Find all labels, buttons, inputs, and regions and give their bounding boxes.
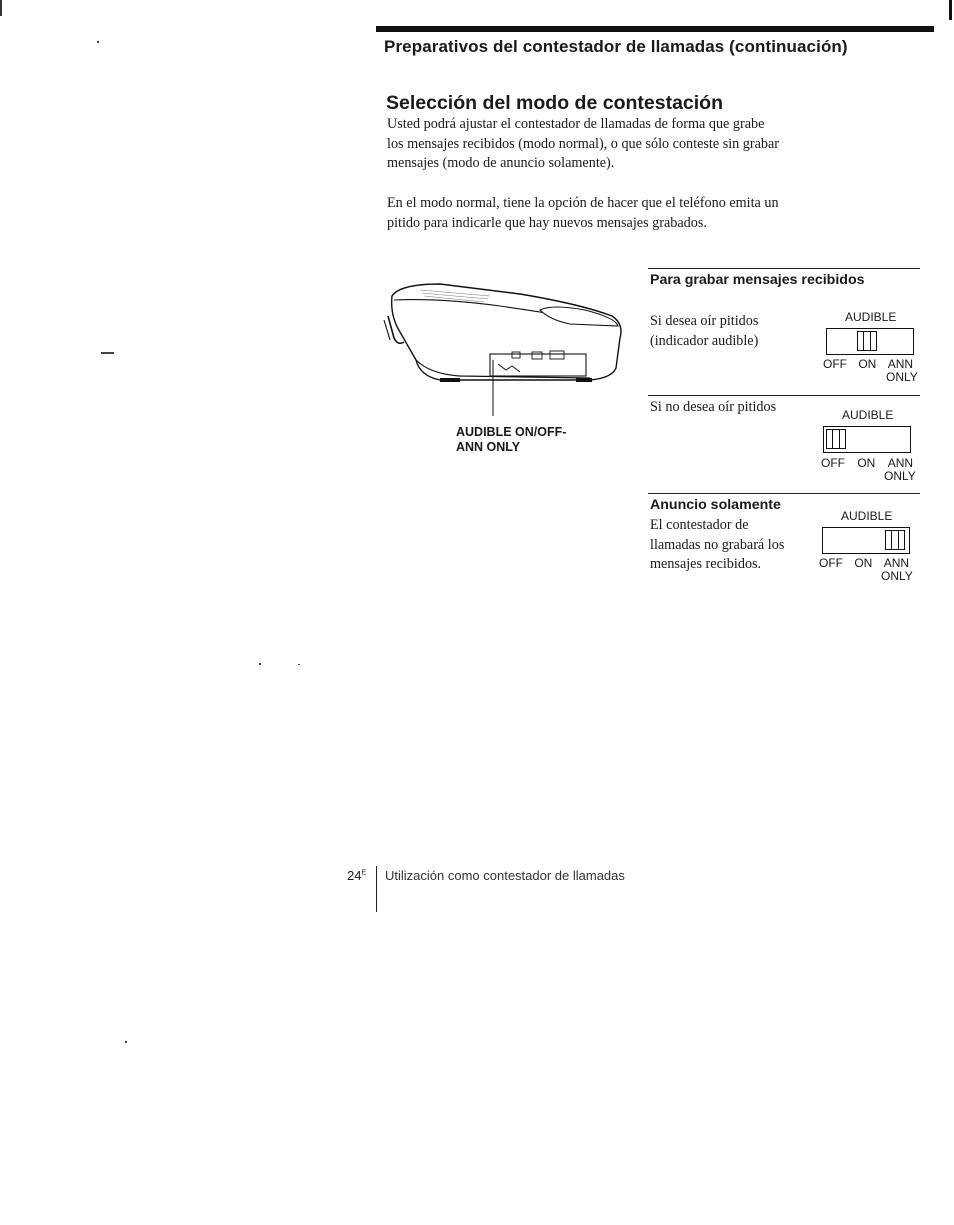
position-on: ON: [857, 456, 876, 470]
intro-line: Usted podrá ajustar el contestador de llamadas de forma que grabe: [387, 116, 765, 132]
case-line: mensajes recibidos.: [650, 556, 762, 572]
position-on: ON: [858, 357, 877, 371]
header-rule: [376, 26, 934, 32]
record-heading: Para grabar mensajes recibidos: [650, 272, 865, 288]
position-only: ONLY: [881, 569, 913, 583]
switch-label: AUDIBLE: [842, 408, 894, 422]
switch-knob: [857, 331, 877, 351]
audible-switch-off: [823, 426, 911, 453]
section-title: Selección del modo de contestación: [386, 92, 723, 114]
callout-line: ANN ONLY: [456, 440, 521, 454]
audible-case-text: [650, 312, 758, 351]
case-line: Si no desea oír pitidos: [650, 399, 777, 415]
case-line: (indicador audible): [650, 332, 759, 349]
position-ann: ANN: [887, 357, 914, 371]
announce-case-text: [650, 516, 784, 575]
case-divider: [648, 395, 920, 396]
case-line: Si desea oír pitidos: [650, 313, 759, 329]
scan-speck: [101, 352, 114, 354]
position-ann: ANN: [883, 556, 910, 570]
footer-divider: [376, 866, 377, 912]
scan-speck: [259, 663, 261, 665]
record-heading-rule: [648, 268, 920, 269]
page-language-suffix: E: [361, 869, 367, 877]
position-on: ON: [854, 556, 873, 570]
page-number: [347, 868, 366, 883]
scan-edge-mark-right: [949, 0, 952, 20]
switch-label: AUDIBLE: [845, 310, 897, 324]
position-ann: ANN: [887, 456, 914, 470]
case-line: llamadas no grabará los: [650, 536, 785, 553]
audible-switch-on: [826, 328, 914, 355]
switch-knob: [826, 429, 846, 449]
scan-speck: [97, 41, 99, 43]
normal-mode-line: En el modo normal, tiene la opción de hacer que el teléfono emita un: [387, 195, 779, 211]
callout-line: AUDIBLE ON/OFF-: [456, 425, 567, 439]
scan-speck: [298, 664, 300, 665]
intro-paragraph: [387, 115, 847, 174]
page-number-value: 24: [347, 868, 362, 883]
position-off: OFF: [819, 556, 843, 570]
audible-switch-ann-only: [822, 527, 910, 554]
position-only: ONLY: [886, 370, 918, 384]
announce-heading: Anuncio solamente: [650, 497, 781, 513]
figure-callout-label: [456, 425, 566, 455]
case-line: El contestador de: [650, 517, 749, 533]
position-off: OFF: [823, 357, 847, 371]
intro-line: los mensajes recibidos (modo normal), o que sólo conteste sin grabar: [387, 135, 780, 152]
position-off: OFF: [821, 456, 845, 470]
position-only: ONLY: [884, 469, 916, 483]
switch-knob: [885, 530, 905, 550]
normal-mode-paragraph: [387, 194, 847, 233]
switch-label: AUDIBLE: [841, 509, 893, 523]
intro-line: mensajes (modo de anuncio solamente).: [387, 155, 615, 171]
announce-heading-rule: [648, 493, 920, 494]
scan-speck: [125, 1041, 127, 1043]
footer-chapter: Utilización como contestador de llamadas: [385, 868, 625, 883]
running-head: Preparativos del contestador de llamadas (continuación): [384, 37, 848, 56]
scan-edge-mark-left: [0, 0, 2, 16]
answering-machine-illustration: [380, 276, 630, 426]
silent-case-text: [650, 398, 776, 418]
normal-mode-line: pitido para indicarle que hay nuevos mensajes grabados.: [387, 214, 707, 231]
